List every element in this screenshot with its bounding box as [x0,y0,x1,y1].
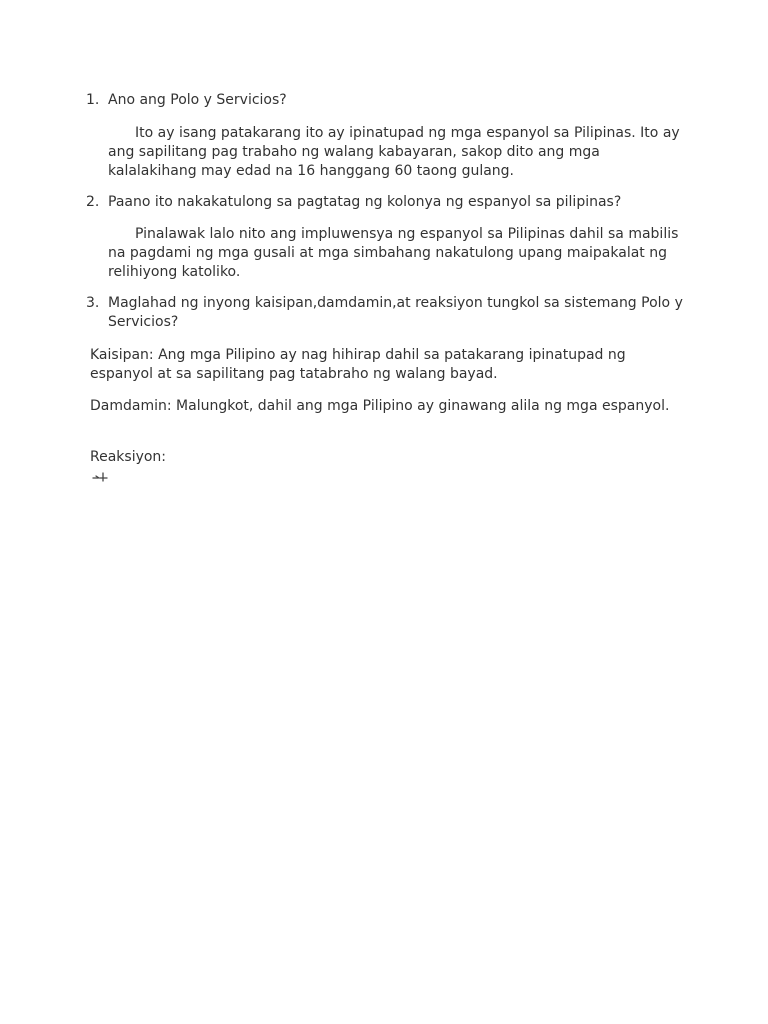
question-text: Paano ito nakakatulong sa pagtatag ng kolonya ng espanyol sa pilipinas? [108,194,622,210]
question-text: Maglahad ng inyong kaisipan,damdamin,at reaksiyon tungkol sa sistemang Polo y Servicios? [108,295,683,330]
question-text: Ano ang Polo y Servicios? [108,92,287,108]
answer-2 [108,225,688,282]
scribble-mark-icon [92,470,108,482]
answer-text: Pinalawak lalo nito ang impluwensya ng espanyol sa Pilipinas dahil sa mabilis na pagdami ng mga gusali at mga simbahang nakatulong upang maipakalat ng relihiyong katoliko. [108,226,679,280]
answer-text: Ito ay isang patakarang ito ay ipinatupad ng mga espanyol sa Pilipinas. Ito ay ang sapilitang pag trabaho ng walang kabayaran, sakop dito ang mga kalalakihang may edad na 16 hanggang 60 taong gulang. [108,125,680,179]
answer-1 [108,124,688,181]
question-1 [86,91,686,110]
damdamin-paragraph: Damdamin: Malungkot, dahil ang mga Pilipino ay ginawang alila ng mga espanyol. [90,398,670,414]
reaksiyon-label: Reaksiyon: [90,449,167,465]
question-2 [86,193,686,212]
question-3 [86,294,686,332]
kaisipan-paragraph: Kaisipan: Ang mga Pilipino ay nag hihirap dahil sa patakarang ipinatupad ng espanyol at sa sapilitang pag tatabraho ng walang bayad. [90,347,626,382]
reaksiyon-paragraph [90,429,690,486]
question-number: 1. [86,92,100,108]
question-number: 3. [86,295,100,311]
question-number: 2. [86,194,100,210]
